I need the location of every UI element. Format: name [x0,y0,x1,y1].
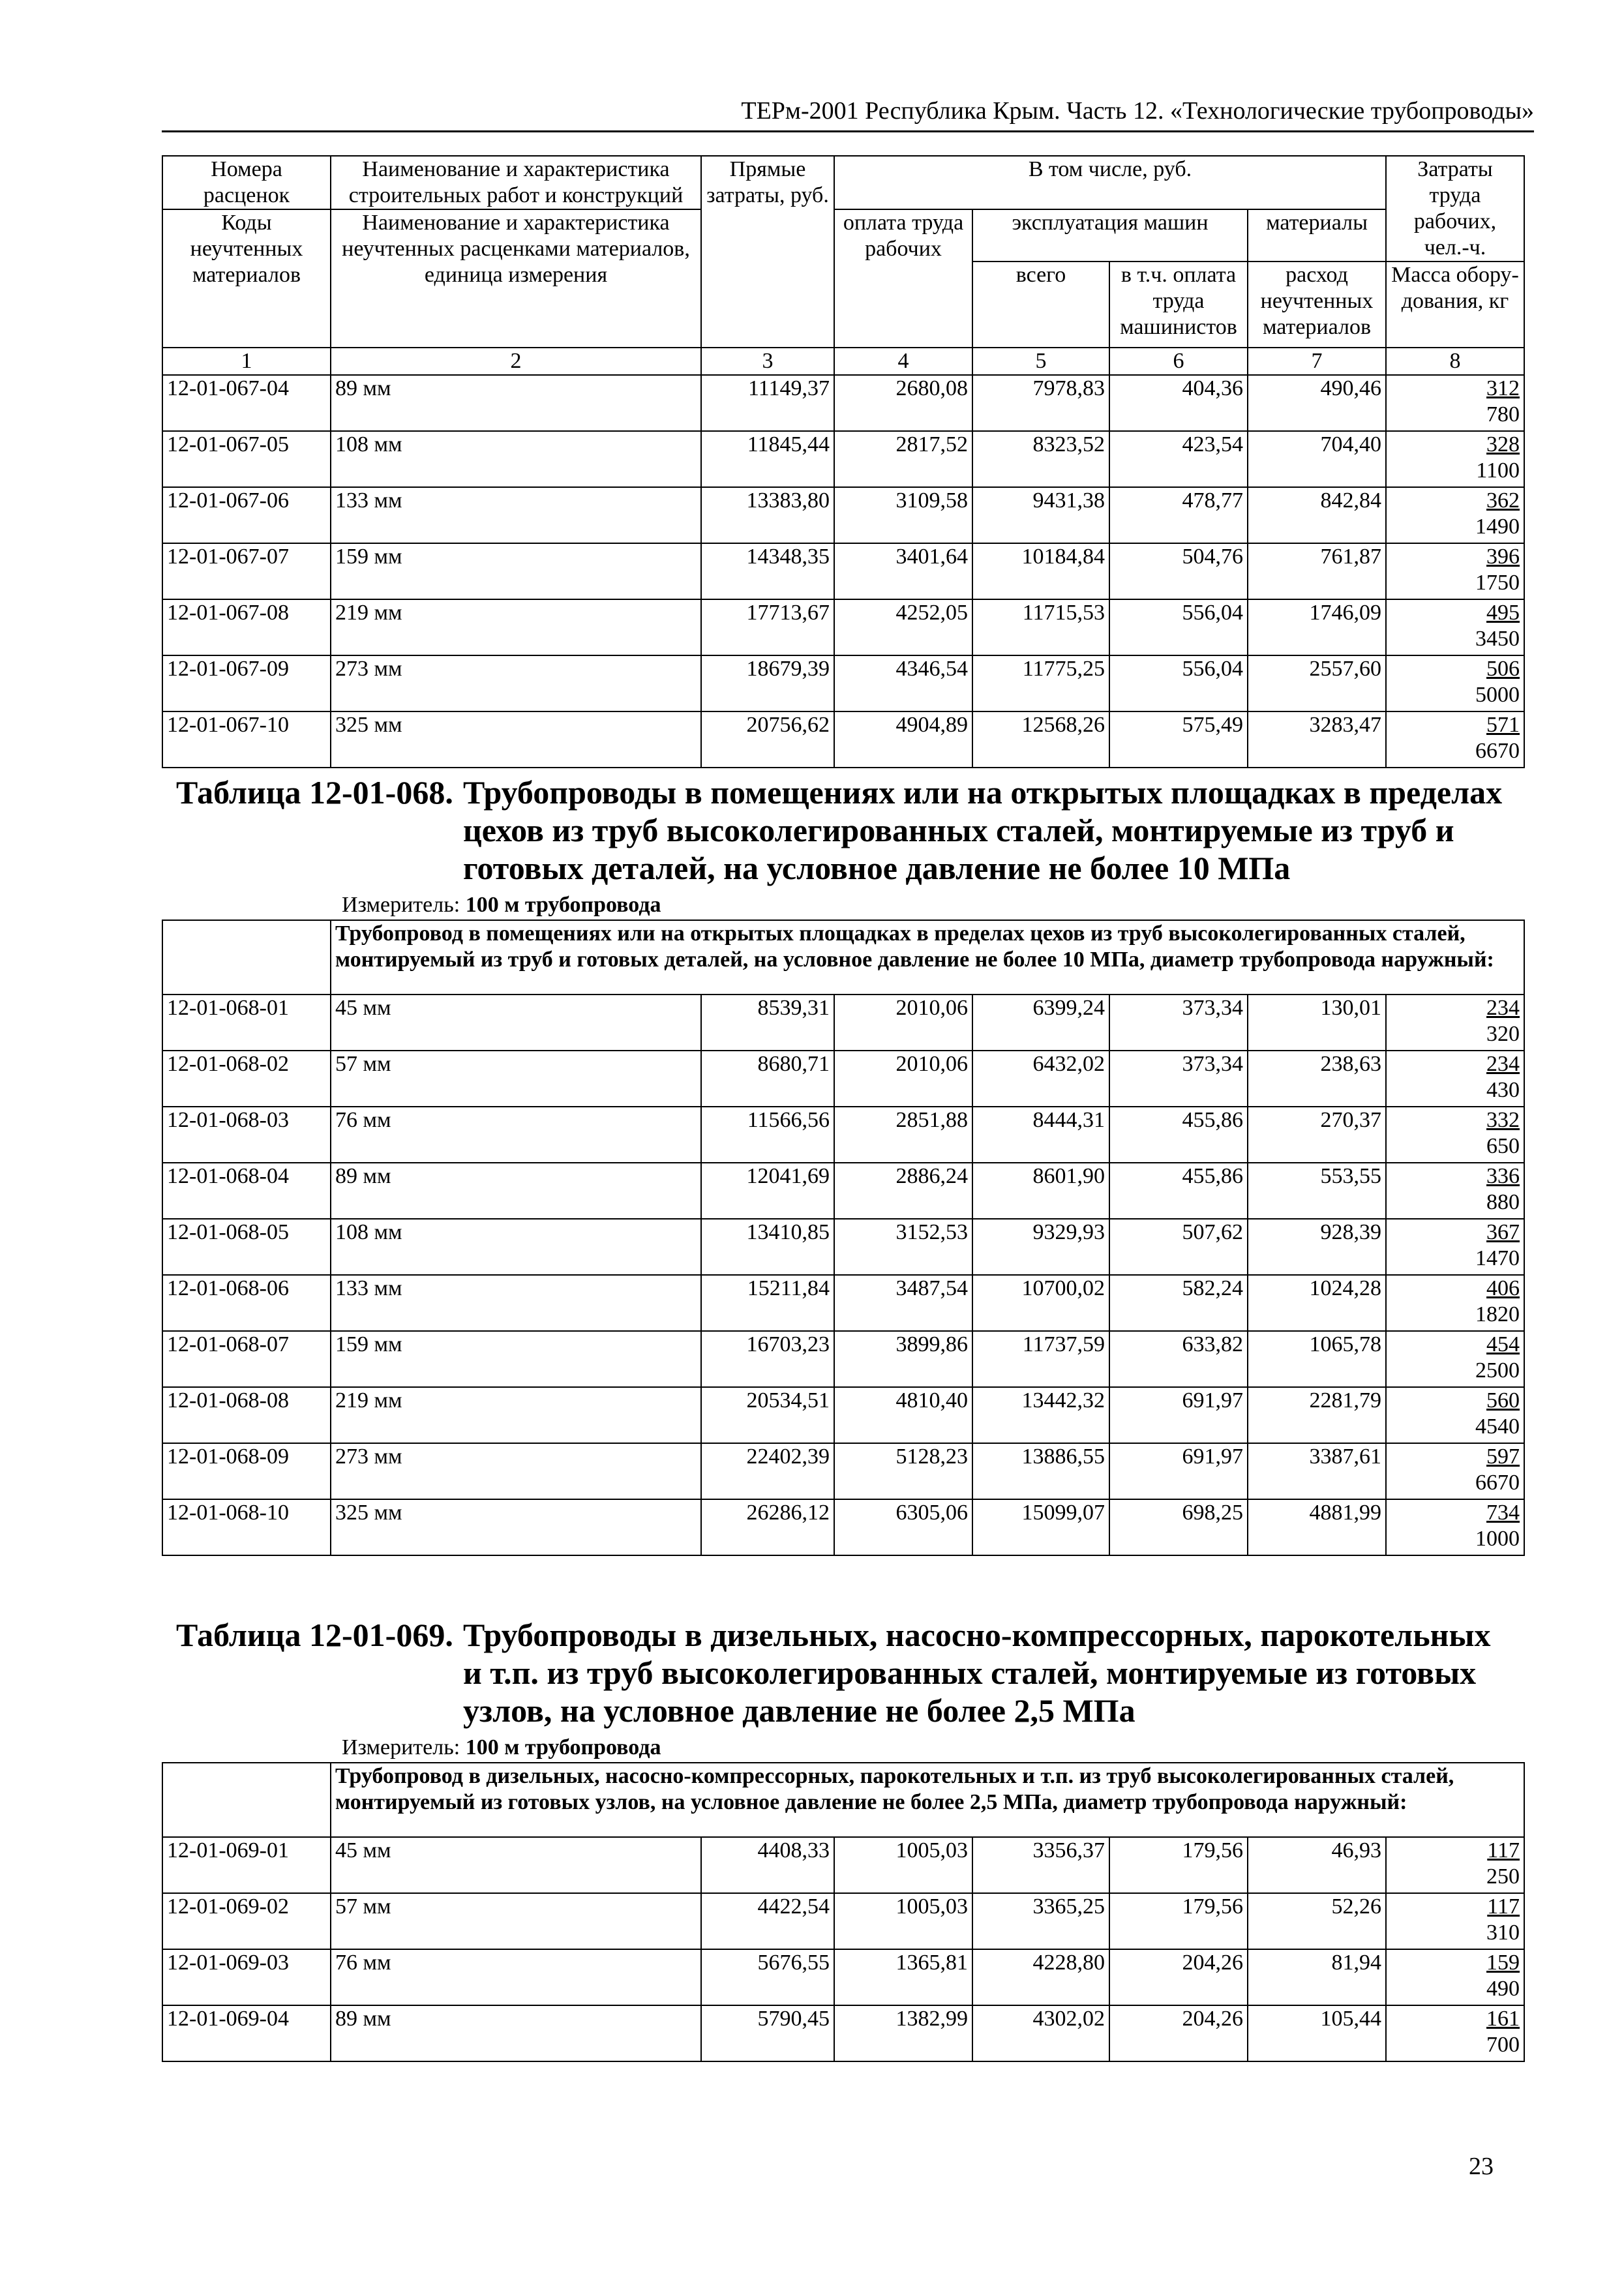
header-labor-hours: Затраты труда рабочих, чел.-ч. [1386,156,1524,262]
rate-code: 12-01-068-03 [162,1107,331,1163]
operator-pay: 633,82 [1109,1331,1248,1387]
machines-total: 11737,59 [972,1331,1109,1387]
machines-total: 13886,55 [972,1443,1109,1499]
rate-code: 12-01-068-08 [162,1387,331,1443]
operator-pay: 698,25 [1109,1499,1248,1555]
pipe-diameter: 89 мм [331,1163,701,1219]
materials-consumption: 842,84 [1248,487,1386,543]
pipe-diameter: 76 мм [331,1107,701,1163]
pipe-diameter: 273 мм [331,655,701,711]
equipment-mass: 3450 [1475,627,1520,651]
table-row [162,655,1524,711]
operator-pay: 179,56 [1109,1893,1248,1949]
rate-code: 12-01-068-05 [162,1219,331,1275]
labor-hours-and-mass [1386,1051,1524,1107]
pipe-diameter: 273 мм [331,1443,701,1499]
equipment-mass: 700 [1486,2033,1520,2057]
materials-consumption: 1065,78 [1248,1331,1386,1387]
labor-hours: 362 [1486,488,1520,513]
rate-code: 12-01-068-07 [162,1331,331,1387]
meter-label: Измеритель: [342,1735,460,1759]
labor-hours-and-mass [1386,995,1524,1051]
table-row [162,1219,1524,1275]
pipe-diameter: 159 мм [331,543,701,599]
column-numbers-row [162,348,1524,375]
column-number: 2 [331,348,701,375]
direct-costs: 11566,56 [701,1107,834,1163]
worker-pay: 6305,06 [834,1499,972,1555]
labor-hours: 597 [1486,1444,1520,1469]
table-068 [162,920,1525,1556]
pipe-diameter: 325 мм [331,711,701,768]
pipe-diameter: 108 мм [331,431,701,487]
pipe-diameter: 89 мм [331,375,701,431]
section-068-label: Таблица 12-01-068. [176,774,453,811]
operator-pay: 507,62 [1109,1219,1248,1275]
machines-total: 10700,02 [972,1275,1109,1331]
machines-total: 3365,25 [972,1893,1109,1949]
rate-code: 12-01-068-10 [162,1499,331,1555]
labor-hours: 332 [1486,1108,1520,1132]
materials-consumption: 553,55 [1248,1163,1386,1219]
direct-costs: 17713,67 [701,599,834,655]
materials-consumption: 704,40 [1248,431,1386,487]
machines-total: 15099,07 [972,1499,1109,1555]
rate-code: 12-01-069-04 [162,2005,331,2061]
equipment-mass: 5000 [1475,683,1520,707]
worker-pay: 3109,58 [834,487,972,543]
rate-code: 12-01-068-09 [162,1443,331,1499]
header-worker-pay: оплата труда рабочих [834,209,972,348]
direct-costs: 18679,39 [701,655,834,711]
labor-hours: 117 [1487,1894,1520,1919]
column-number: 8 [1386,348,1524,375]
labor-hours-and-mass [1386,1163,1524,1219]
labor-hours: 454 [1486,1332,1520,1356]
operator-pay: 204,26 [1109,1949,1248,2005]
rate-code: 12-01-067-10 [162,711,331,768]
labor-hours-and-mass [1386,1219,1524,1275]
section-069-meter [342,1735,661,1761]
rate-code: 12-01-068-01 [162,995,331,1051]
materials-consumption: 130,01 [1248,995,1386,1051]
labor-hours-and-mass [1386,655,1524,711]
equipment-mass: 310 [1486,1921,1520,1945]
worker-pay: 2886,24 [834,1163,972,1219]
equipment-mass: 6670 [1475,1471,1520,1495]
direct-costs: 11845,44 [701,431,834,487]
direct-costs: 12041,69 [701,1163,834,1219]
materials-consumption: 3387,61 [1248,1443,1386,1499]
equipment-mass: 490 [1486,1977,1520,2001]
table-row [162,1949,1524,2005]
pipe-diameter: 76 мм [331,1949,701,2005]
machines-total: 8444,31 [972,1107,1109,1163]
equipment-mass: 1100 [1476,458,1520,483]
labor-hours-and-mass [1386,1499,1524,1555]
table-row [162,1107,1524,1163]
pipe-diameter: 325 мм [331,1499,701,1555]
materials-consumption: 2557,60 [1248,655,1386,711]
operator-pay: 455,86 [1109,1163,1248,1219]
table-069 [162,1762,1525,2062]
column-number: 6 [1109,348,1248,375]
labor-hours: 571 [1486,713,1520,737]
machines-total: 6432,02 [972,1051,1109,1107]
labor-hours-and-mass [1386,1387,1524,1443]
labor-hours: 234 [1486,996,1520,1020]
worker-pay: 2851,88 [834,1107,972,1163]
machines-total: 11775,25 [972,655,1109,711]
pipe-diameter: 45 мм [331,1837,701,1893]
pipe-diameter: 57 мм [331,1893,701,1949]
materials-consumption: 81,94 [1248,1949,1386,2005]
labor-hours-and-mass [1386,1275,1524,1331]
labor-hours-and-mass [1386,1893,1524,1949]
operator-pay: 556,04 [1109,655,1248,711]
section-068-title-line: готовых деталей, на условное давление не более 10 МПа [463,850,1291,886]
labor-hours: 506 [1486,657,1520,681]
operator-pay: 404,36 [1109,375,1248,431]
labor-hours-and-mass [1386,1949,1524,2005]
table-row [162,1893,1524,1949]
direct-costs: 13383,80 [701,487,834,543]
meter-value: 100 м трубопровода [465,893,661,917]
direct-costs: 26286,12 [701,1499,834,1555]
header-rate-numbers: Номера расценок [162,156,331,209]
equipment-mass: 320 [1486,1022,1520,1046]
labor-hours: 396 [1486,545,1520,569]
operator-pay: 582,24 [1109,1275,1248,1331]
direct-costs: 20534,51 [701,1387,834,1443]
worker-pay: 2680,08 [834,375,972,431]
section-069-title-line: Трубопроводы в дизельных, насосно-компрессорных, парокотельных [463,1617,1491,1653]
rate-code: 12-01-067-08 [162,599,331,655]
machines-total: 8323,52 [972,431,1109,487]
machines-total: 4302,02 [972,2005,1109,2061]
direct-costs: 5676,55 [701,1949,834,2005]
worker-pay: 1005,03 [834,1893,972,1949]
header-work-name: Наименование и характеристика строительных работ и конструкций [331,156,701,209]
operator-pay: 423,54 [1109,431,1248,487]
worker-pay: 1365,81 [834,1949,972,2005]
section-069-title [176,1616,1533,1729]
machines-total: 8601,90 [972,1163,1109,1219]
equipment-mass: 250 [1486,1864,1520,1889]
worker-pay: 1005,03 [834,1837,972,1893]
machines-total: 12568,26 [972,711,1109,768]
rate-code: 12-01-067-09 [162,655,331,711]
labor-hours: 336 [1486,1164,1520,1188]
header-direct-costs: Прямые затраты, руб. [701,156,834,348]
rate-code: 12-01-069-02 [162,1893,331,1949]
equipment-mass: 780 [1486,402,1520,426]
table-row [162,543,1524,599]
direct-costs: 4422,54 [701,1893,834,1949]
materials-consumption: 270,37 [1248,1107,1386,1163]
rate-code: 12-01-069-01 [162,1837,331,1893]
worker-pay: 3487,54 [834,1275,972,1331]
machines-total: 4228,80 [972,1949,1109,2005]
labor-hours-and-mass [1386,375,1524,431]
direct-costs: 20756,62 [701,711,834,768]
table-row [162,599,1524,655]
pipe-diameter: 159 мм [331,1331,701,1387]
table-row [162,1499,1524,1555]
equipment-mass: 1820 [1475,1302,1520,1326]
pipe-diameter: 45 мм [331,995,701,1051]
labor-hours: 495 [1486,601,1520,625]
operator-pay: 575,49 [1109,711,1248,768]
labor-hours: 117 [1487,1838,1520,1863]
equipment-mass: 650 [1486,1134,1520,1158]
rate-code: 12-01-068-02 [162,1051,331,1107]
table-row [162,487,1524,543]
labor-hours: 734 [1486,1501,1520,1525]
header-materials: материалы [1248,209,1386,262]
worker-pay: 1382,99 [834,2005,972,2061]
machines-total: 11715,53 [972,599,1109,655]
machines-total: 9329,93 [972,1219,1109,1275]
machines-total: 7978,83 [972,375,1109,431]
pipe-diameter: 108 мм [331,1219,701,1275]
labor-hours: 367 [1486,1220,1520,1244]
column-number: 1 [162,348,331,375]
operator-pay: 691,97 [1109,1443,1248,1499]
materials-consumption: 761,87 [1248,543,1386,599]
equipment-mass: 1470 [1475,1246,1520,1270]
worker-pay: 3152,53 [834,1219,972,1275]
equipment-mass: 430 [1486,1078,1520,1102]
rate-code: 12-01-067-04 [162,375,331,431]
direct-costs: 8539,31 [701,995,834,1051]
rate-code: 12-01-067-06 [162,487,331,543]
labor-hours-and-mass [1386,431,1524,487]
worker-pay: 4810,40 [834,1387,972,1443]
worker-pay: 3899,86 [834,1331,972,1387]
materials-consumption: 1024,28 [1248,1275,1386,1331]
header-machines-total: всего [972,262,1109,348]
column-number: 7 [1248,348,1386,375]
pipe-diameter: 133 мм [331,1275,701,1331]
machines-total: 3356,37 [972,1837,1109,1893]
labor-hours: 560 [1486,1388,1520,1413]
equipment-mass: 880 [1486,1190,1520,1214]
labor-hours-and-mass [1386,711,1524,768]
labor-hours: 159 [1486,1951,1520,1975]
machines-total: 9431,38 [972,487,1109,543]
equipment-mass: 1750 [1475,571,1520,595]
direct-costs: 15211,84 [701,1275,834,1331]
rate-code: 12-01-069-03 [162,1949,331,2005]
rate-code: 12-01-067-05 [162,431,331,487]
table-row [162,2005,1524,2061]
equipment-mass: 1000 [1475,1527,1520,1551]
table-row [162,431,1524,487]
equipment-mass: 6670 [1475,739,1520,763]
worker-pay: 3401,64 [834,543,972,599]
table-067 [162,155,1525,768]
table-row [162,1331,1524,1387]
rate-code: 12-01-068-06 [162,1275,331,1331]
materials-consumption: 1746,09 [1248,599,1386,655]
labor-hours-and-mass [1386,599,1524,655]
direct-costs: 4408,33 [701,1837,834,1893]
labor-hours-and-mass [1386,487,1524,543]
machines-total: 10184,84 [972,543,1109,599]
table-row [162,1051,1524,1107]
operator-pay: 179,56 [1109,1837,1248,1893]
table-row [162,1163,1524,1219]
page-number: 23 [1469,2153,1494,2180]
header-operator-pay: в т.ч. оплата труда машинистов [1109,262,1248,348]
materials-consumption: 52,26 [1248,1893,1386,1949]
direct-costs: 13410,85 [701,1219,834,1275]
materials-consumption: 3283,47 [1248,711,1386,768]
rate-code: 12-01-067-07 [162,543,331,599]
section-068-group-heading: Трубопровод в помещениях или на открытых площадках в пределах цехов из труб высоколегированных сталей, монтируемый из труб и готовых деталей, на условное давление не более 10 МПа, диаметр трубопровода наружный: [331,920,1524,995]
operator-pay: 373,34 [1109,1051,1248,1107]
operator-pay: 373,34 [1109,995,1248,1051]
labor-hours: 234 [1486,1052,1520,1076]
header-material-codes: Коды неучтенных материалов [162,209,331,348]
operator-pay: 204,26 [1109,2005,1248,2061]
header-equipment-mass: Масса обору-дования, кг [1386,262,1524,348]
header-material-names: Наименование и характеристика неучтенных расценками материалов, единица измерения [331,209,701,348]
pipe-diameter: 219 мм [331,1387,701,1443]
section-069-title-line: узлов, на условное давление не более 2,5 МПа [463,1692,1135,1729]
section-069-label: Таблица 12-01-069. [176,1617,453,1653]
operator-pay: 691,97 [1109,1387,1248,1443]
worker-pay: 4904,89 [834,711,972,768]
column-number: 3 [701,348,834,375]
operator-pay: 504,76 [1109,543,1248,599]
operator-pay: 455,86 [1109,1107,1248,1163]
operator-pay: 556,04 [1109,599,1248,655]
group-empty-cell [162,920,331,995]
labor-hours-and-mass [1386,1837,1524,1893]
header-materials-consumption: расход неучтенных материалов [1248,262,1386,348]
worker-pay: 5128,23 [834,1443,972,1499]
table-row [162,995,1524,1051]
header-including: В том числе, руб. [834,156,1386,209]
header-machines: эксплуатация машин [972,209,1248,262]
labor-hours: 406 [1486,1276,1520,1300]
pipe-diameter: 219 мм [331,599,701,655]
equipment-mass: 2500 [1475,1358,1520,1383]
labor-hours: 161 [1486,2007,1520,2031]
direct-costs: 8680,71 [701,1051,834,1107]
worker-pay: 4346,54 [834,655,972,711]
section-068-title-line: Трубопроводы в помещениях или на открытых площадках в пределах [463,774,1503,811]
pipe-diameter: 57 мм [331,1051,701,1107]
machines-total: 6399,24 [972,995,1109,1051]
materials-consumption: 105,44 [1248,2005,1386,2061]
pipe-diameter: 89 мм [331,2005,701,2061]
column-number: 4 [834,348,972,375]
materials-consumption: 490,46 [1248,375,1386,431]
section-068-title-line: цехов из труб высоколегированных сталей, монтируемые из труб и [463,812,1454,848]
table-row [162,1275,1524,1331]
materials-consumption: 46,93 [1248,1837,1386,1893]
group-empty-cell [162,1763,331,1837]
direct-costs: 11149,37 [701,375,834,431]
equipment-mass: 4540 [1475,1414,1520,1439]
materials-consumption: 928,39 [1248,1219,1386,1275]
table-row [162,375,1524,431]
table-row [162,711,1524,768]
section-069-group-heading: Трубопровод в дизельных, насосно-компрессорных, парокотельных и т.п. из труб высоколегированных сталей, монтируемый из готовых узлов, на условное давление не более 2,5 МПа, диаметр трубопровода наружный: [331,1763,1524,1837]
worker-pay: 2817,52 [834,431,972,487]
operator-pay: 478,77 [1109,487,1248,543]
running-header: ТЕРм-2001 Республика Крым. Часть 12. «Технологические трубопроводы» [162,91,1534,132]
equipment-mass: 1490 [1475,515,1520,539]
direct-costs: 5790,45 [701,2005,834,2061]
direct-costs: 22402,39 [701,1443,834,1499]
table-row [162,1387,1524,1443]
direct-costs: 16703,23 [701,1331,834,1387]
meter-label: Измеритель: [342,893,460,917]
labor-hours-and-mass [1386,543,1524,599]
table-row [162,1837,1524,1893]
pipe-diameter: 133 мм [331,487,701,543]
labor-hours: 328 [1486,432,1520,456]
materials-consumption: 4881,99 [1248,1499,1386,1555]
machines-total: 13442,32 [972,1387,1109,1443]
worker-pay: 4252,05 [834,599,972,655]
direct-costs: 14348,35 [701,543,834,599]
column-number: 5 [972,348,1109,375]
labor-hours: 312 [1486,376,1520,400]
worker-pay: 2010,06 [834,995,972,1051]
section-068-meter [342,892,661,918]
labor-hours-and-mass [1386,1331,1524,1387]
materials-consumption: 2281,79 [1248,1387,1386,1443]
meter-value: 100 м трубопровода [465,1735,661,1759]
table-row [162,1443,1524,1499]
labor-hours-and-mass [1386,1107,1524,1163]
labor-hours-and-mass [1386,2005,1524,2061]
rate-code: 12-01-068-04 [162,1163,331,1219]
worker-pay: 2010,06 [834,1051,972,1107]
materials-consumption: 238,63 [1248,1051,1386,1107]
section-069-title-line: и т.п. из труб высоколегированных сталей, монтируемые из готовых [463,1654,1477,1691]
labor-hours-and-mass [1386,1443,1524,1499]
section-068-title [176,773,1533,887]
